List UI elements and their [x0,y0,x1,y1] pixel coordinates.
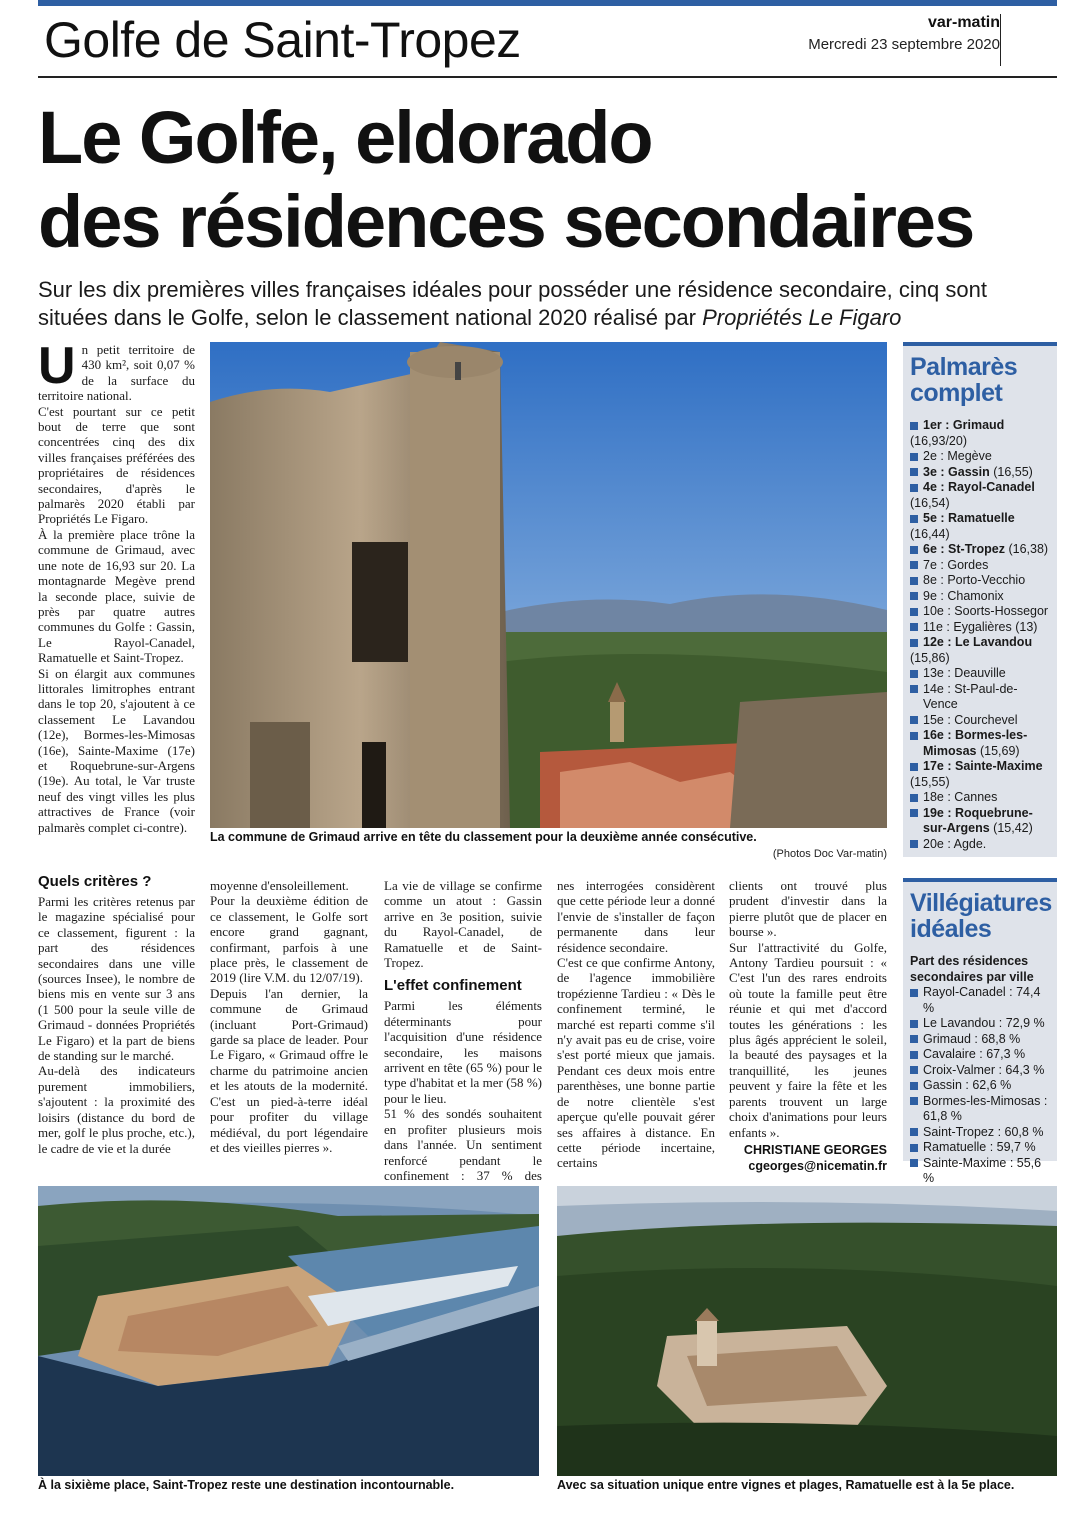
article-paragraph: Parmi les éléments déterminants pour l'acquisition d'une résidence secondaire, les maisons arrivent en tête (65 %) pour le type d'habitat et la mer (58 %) pour le lieu. [384,998,542,1106]
palmares-rank: 7e : [923,557,944,572]
palmares-city: Le Lavandou [954,635,1033,649]
palmares-item [910,604,1051,620]
bullet-square-icon [910,515,918,523]
article-paragraph: La vie de village se confirme comme un atout : Gassin arrive en 3e position, suivie du Rayol-Canadel, de Ramatuelle et de Saint-Tropez. [384,878,542,971]
subhead-confinement: L'effet confinement [384,977,522,995]
palmares-city: Bormes-les-Mimosas [923,728,1028,758]
villegiature-item [910,1156,1051,1187]
villegiatures-sidebar [903,878,1057,1185]
palmares-item [910,558,1051,574]
palmares-city: St-Tropez [948,542,1005,556]
palmares-rank: 8e : [923,573,944,587]
bullet-square-icon [910,623,918,631]
palmares-item [910,480,1051,511]
article-paragraph: nes interrogées considèrent que cette période leur a donné l'envie de s'installer de façon permanente dans leur résidence secondaire. [557,878,715,955]
palmares-rank: 15e : [923,712,951,727]
palmares-title [903,346,1057,406]
bullet-square-icon [910,561,918,569]
villegiature-value: Grimaud : 68,8 % [923,1031,1021,1046]
ramatuelle-caption: Avec sa situation unique entre vignes et plages, Ramatuelle est à la 5e place. [557,1478,1015,1492]
bullet-square-icon [910,763,918,771]
article-paragraph: Si on élargit aux communes littorales limitrophes entrant dans le top 20, s'ajoutent à ce classement Le Lavandou (12e), Bormes-les-Mimosas (16e), Sainte-Maxime (17e) et Roquebrune-sur-Argens (19e). Au total, le Var truste neuf des vingt villes les plus attractives de France (voir palmarès complet ci-contre). [38,665,195,835]
palmares-rank: 4e : [923,480,945,494]
villegiature-item [910,1047,1051,1063]
bullet-square-icon [910,989,918,997]
palmares-rank: 9e : [923,588,944,603]
subhead-criteria: Quels critères ? [38,873,152,890]
bullet-square-icon [910,484,918,492]
palmares-rank: 20e : [923,836,951,851]
palmares-rank: 3e : [923,464,945,479]
villegiature-value: Ramatuelle : 59,7 % [923,1140,1036,1154]
article-column-1-lower [38,872,195,1156]
bullet-square-icon [910,577,918,585]
bullet-square-icon [910,1082,918,1090]
deck-text: Sur les dix premières villes françaises idéales pour posséder une résidence secondaire, cinq sont situées dans le Golfe, selon le classement national 2020 réalisé par [38,277,987,330]
article-paragraph: C'est ce que confirme Antony, de l'agence immobilière tropézienne Tardieu : « Dès le confinement terminé, le marché est reparti comme s'il n'y avait pas eu de crise, voire s'est porté mieux que jamais. Pendant ces deux mois entre parenthèses, une bonne partie de notre clientèle s'est aperçue qu'elle pouvait gérer ses affaires à distance. En cette période incertaine, certains [557,955,715,1171]
palmares-item [910,418,1051,449]
article-paragraph: C'est pourtant sur ce petit bout de terre que sont concentrées cinq des dix villes françaises préférées des propriétaires de résidences secondaires, d'après le palmarès 2020 établi par Propriétés Le Figaro. [38,403,195,527]
palmares-city: Gordes [947,557,989,572]
dropcap: U [38,337,76,395]
palmares-city: Chamonix [947,588,1004,603]
villegiature-value: Saint-Tropez : 60,8 % [923,1124,1044,1139]
palmares-item [910,790,1051,806]
headline [38,96,1057,264]
palmares-score: (16,38) [1008,542,1049,556]
bullet-square-icon [910,1035,918,1043]
palmares-score: (15,55) [910,774,950,789]
palmares-item [910,589,1051,605]
palmares-rank: 19e : [923,805,952,820]
bullet-square-icon [910,670,918,678]
palmares-city: Grimaud [952,418,1005,432]
article-paragraph: À la première place trône la commune de Grimaud, avec une note de 16,93 sur 20. La montagnarde Megève prend la seconde place, suivie de près par quatre autres communes du Golfe : Gassin, Le Rayol-Canadel, Ramatuelle et Saint-Tropez. [38,526,195,666]
issue-date: Mercredi 23 septembre 2020 [808,36,1000,53]
bullet-square-icon [910,840,918,848]
villegiature-value: Cavalaire : 67,3 % [923,1047,1026,1061]
villegiature-item [910,1140,1051,1156]
palmares-city: Deauville [954,666,1006,680]
palmares-city: Cannes [954,790,998,804]
author-name: CHRISTIANE GEORGES [743,1142,887,1157]
palmares-city: Porto-Vecchio [947,573,1026,587]
villegiature-item [910,1078,1051,1094]
palmares-city: St-Paul-de-Vence [923,681,1018,711]
bullet-square-icon [910,546,918,554]
palmares-score: (16,55) [993,464,1033,479]
palmares-list [903,406,1057,852]
top-accent-bar [38,0,1057,6]
bullet-square-icon [910,1144,918,1152]
palmares-score: (15,86) [910,650,950,665]
header-divider [1000,14,1001,66]
palmares-city: Gassin [948,464,990,479]
section-title: Golfe de Saint-Tropez [44,12,521,68]
header-rule [38,76,1057,78]
palmares-rank: 10e : [923,604,951,618]
bullet-square-icon [910,1020,918,1028]
bullet-square-icon [910,608,918,616]
palmares-title-line-1: Palmarès [910,353,1018,381]
palmares-score: (13) [1015,619,1038,634]
palmares-city: Soorts-Hossegor [954,604,1049,618]
deck-source: Propriétés Le Figaro [702,305,902,330]
article-paragraph: Depuis l'an dernier, la commune de Grimaud (incluant Port-Grimaud) garde sa place de leader. Pour Le Figaro, « Grimaud offre le charme du patrimoine ancien et les atouts de la modernité. C'est un pied-à-terre idéal pour profiter du village médiéval, du port légendaire et des vieilles pierres ». [210,985,368,1155]
article-paragraph: clients ont trouvé plus prudent d'investir dans la pierre plutôt que de placer en bourse ». [729,878,887,940]
palmares-item [910,511,1051,542]
palmares-city: Sainte-Maxime [954,759,1043,773]
palmares-rank: 17e : [923,759,952,773]
palmares-rank: 11e : [923,619,950,634]
bullet-square-icon [910,732,918,740]
bullet-square-icon [910,1066,918,1074]
palmares-rank: 5e : [923,511,945,525]
palmares-city: Megève [947,449,992,463]
headline-line-1: Le Golfe, eldorado [38,96,652,179]
palmares-rank: 14e : [923,681,951,696]
bullet-square-icon [910,1051,918,1059]
villegiature-value: Gassin : 62,6 % [923,1078,1012,1092]
palmares-item [910,728,1051,759]
headline-line-2: des résidences secondaires [38,180,974,263]
palmares-item [910,449,1051,465]
palmares-rank: 2e : [923,449,944,463]
article-paragraph: Sur l'attractivité du Golfe, Antony Tardieu poursuit : « C'est l'un des rares endroits où toute la famille peut être réunie et qui met d'accord toutes les générations : les plus âgés apprécient le soleil, la beauté des paysages et la tranquillité, les jeunes peuvent y faire la fête et les parents trouvent un large choix d'animations pour leurs enfants ». [729,939,887,1140]
villegiatures-title [903,882,1057,942]
bullet-square-icon [910,1128,918,1136]
villegiature-item [910,1063,1051,1079]
article-paragraph: Parmi les critères retenus par le magazine spécialisé pour ce classement, figurent : la part des résidences secondaires dans une ville (sources Insee), le nombre de biens mis en vente sur 3 ans (1 500 pour la seule ville de Grimaud - données Propriétés Le Figaro) et la part de biens de standing sur le marché. [38,894,195,1064]
palmares-city: Agde. [953,836,987,851]
palmares-item [910,713,1051,729]
bullet-square-icon [910,592,918,600]
palmares-city: Rayol-Canadel [948,480,1035,494]
palmares-city: Courchevel [954,712,1018,727]
palmares-score: (16,93/20) [910,433,967,448]
saint-tropez-caption: À la sixième place, Saint-Tropez reste une destination incontournable. [38,1478,455,1492]
ramatuelle-photo [557,1186,1057,1476]
bullet-square-icon [910,716,918,724]
bullet-square-icon [910,468,918,476]
palmares-rank: 13e : [923,666,951,680]
bullet-square-icon [910,809,918,817]
palmares-item [910,635,1051,666]
palmares-rank: 18e : [923,790,951,804]
villegiature-item [910,985,1051,1016]
palmares-item [910,620,1051,636]
palmares-item [910,666,1051,682]
deck [38,276,1057,332]
palmares-rank: 12e : [923,635,952,649]
palmares-title-line-2: complet [910,379,1003,407]
palmares-city: Roquebrune-sur-Argens [923,805,1033,835]
palmares-item [910,573,1051,589]
palmares-city: Eygalières [953,619,1012,634]
palmares-rank: 16e : [923,728,952,742]
bullet-square-icon [910,1159,918,1167]
bullet-square-icon [910,453,918,461]
palmares-item [910,806,1051,837]
palmares-city: Ramatuelle [948,511,1015,525]
bullet-square-icon [910,794,918,802]
villegiature-value: Sainte-Maxime : 55,6 % [923,1155,1042,1185]
palmares-sidebar [903,342,1057,857]
bullet-square-icon [910,1097,918,1105]
palmares-rank: 6e : [923,542,945,556]
palmares-item [910,759,1051,790]
palmares-rank: 1er : [923,418,950,432]
article-column-2 [210,878,368,1155]
article-column-3 [384,878,542,1199]
villegiatures-title-line-1: Villégiatures [910,889,1052,917]
bullet-square-icon [910,639,918,647]
article-paragraph: Au-delà des indicateurs purement immobiliers, s'ajoutent : la proximité des loisirs (distance du bord de mer, golf le plus proche, etc.), le cadre de vie et la durée [38,1063,195,1156]
villegiature-item [910,1125,1051,1141]
villegiature-item [910,1032,1051,1048]
article-paragraph: n petit territoire de 430 km², soit 0,07 % de la surface du territoire national. [38,342,195,404]
villegiatures-list [903,985,1057,1202]
bullet-square-icon [910,685,918,693]
villegiature-item [910,1094,1051,1125]
villegiature-value: Le Lavandou : 72,9 % [923,1016,1045,1030]
saint-tropez-photo [38,1186,539,1476]
article-paragraph: moyenne d'ensoleillement. [210,878,349,893]
author-email[interactable]: cgeorges@nicematin.fr [748,1158,887,1173]
brand-name: var-matin [927,14,1000,31]
article-paragraph: Pour la deuxième édition de ce classement, le Golfe sort encore grand gagnant, confirmant, parfois à une place près, le classement de 2019 (lire V.M. du 12/07/19). [210,893,368,986]
article-paragraph: 51 % des sondés souhaitent en profiter plusieurs mois dans l'année. Un sentiment renforcé pendant le confinement : 37 % des [384,1106,542,1183]
palmares-item [910,465,1051,481]
palmares-score: (15,42) [993,821,1033,835]
palmares-score: (15,69) [979,743,1020,758]
villegiature-value: Rayol-Canadel : 74,4 % [923,985,1041,1015]
palmares-item [910,682,1051,713]
palmares-item [910,837,1051,853]
villegiatures-title-line-2: idéales [910,915,992,943]
palmares-score: (16,44) [910,526,950,541]
palmares-score: (16,54) [910,495,950,510]
villegiature-value: Bormes-les-Mimosas : 61,8 % [923,1093,1048,1123]
palmares-item [910,542,1051,558]
main-photo-caption: La commune de Grimaud arrive en tête du classement pour la deuxième année consécutive. [210,830,757,844]
article-column-1 [38,337,195,835]
article-column-5 [729,878,887,1174]
villegiatures-subtitle: Part des résidences secondaires par ville [910,954,1034,984]
bullet-square-icon [910,422,918,430]
grimaud-castle-photo [210,342,887,828]
villegiature-value: Croix-Valmer : 64,3 % [923,1062,1045,1077]
villegiature-item [910,1016,1051,1032]
photo-credit: (Photos Doc Var-matin) [772,848,887,860]
article-column-4 [557,878,715,1171]
